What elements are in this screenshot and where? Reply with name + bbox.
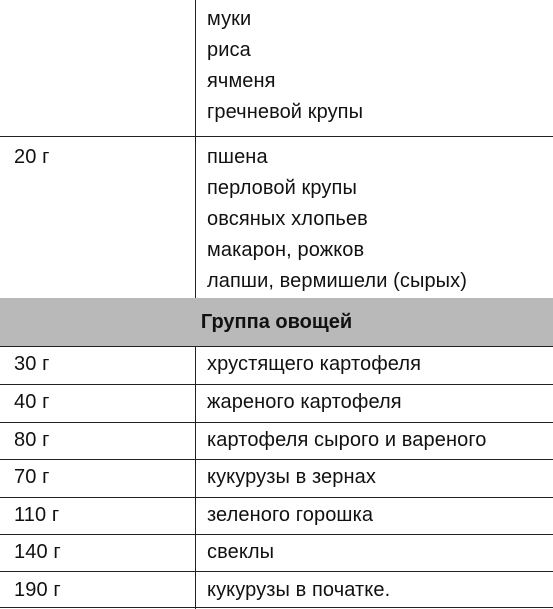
name-cell (195, 462, 553, 493)
name-cell (195, 387, 553, 418)
row-divider (0, 607, 553, 608)
amount-text: 110 г (14, 504, 60, 526)
row-divider (0, 459, 553, 460)
amount-cell (0, 537, 195, 568)
item-text: хрустящего картофеля (207, 353, 422, 375)
items-cell (195, 4, 553, 134)
item-text: кукурузы в початке. (207, 579, 391, 601)
vegetable-row (0, 537, 553, 568)
vegetable-row (0, 387, 553, 418)
item-text: лапши, вермишели (сырых) (207, 270, 468, 292)
item-text: перловой крупы (207, 177, 357, 199)
amount-cell (0, 349, 195, 380)
row-divider (0, 136, 553, 137)
grain-row-1 (0, 4, 553, 134)
name-cell (195, 349, 553, 380)
vegetable-row (0, 462, 553, 493)
amount-text: 40 г (14, 391, 50, 413)
item-text: кукурузы в зернах (207, 466, 376, 488)
item-text: макарон, рожков (207, 239, 365, 261)
item-text: зеленого горошка (207, 504, 374, 526)
item-text: пшена (207, 146, 268, 168)
item-text: картофеля сырого и вареного (207, 429, 487, 451)
item-text: муки (207, 8, 252, 30)
amount-text: 80 г (14, 429, 50, 451)
group-header-vegetables: Группа овощей (0, 298, 553, 346)
name-cell (195, 537, 553, 568)
amount-cell (0, 500, 195, 531)
row-divider (0, 346, 553, 347)
row-divider (0, 422, 553, 423)
item-text: овсяных хлопьев (207, 208, 368, 230)
amount-text: 140 г (14, 541, 61, 563)
amount-cell (0, 425, 195, 456)
amount-text: 20 г (14, 146, 50, 168)
item-text: ячменя (207, 70, 276, 92)
vegetable-row (0, 500, 553, 531)
row-divider (0, 571, 553, 572)
amount-cell (0, 387, 195, 418)
amount-cell (0, 575, 195, 606)
vegetable-row (0, 349, 553, 380)
amount-cell (0, 4, 195, 134)
vegetable-row (0, 575, 553, 606)
vegetable-row (0, 425, 553, 456)
item-text: риса (207, 39, 251, 61)
item-text: гречневой крупы (207, 101, 364, 123)
items-cell (195, 142, 553, 297)
item-text: жареного картофеля (207, 391, 402, 413)
amount-text: 30 г (14, 353, 50, 375)
amount-cell (0, 462, 195, 493)
name-cell (195, 425, 553, 456)
item-text: свеклы (207, 541, 275, 563)
row-divider (0, 534, 553, 535)
amount-text: 70 г (14, 466, 50, 488)
name-cell (195, 575, 553, 606)
name-cell (195, 500, 553, 531)
amount-cell (0, 142, 195, 297)
grain-row-2 (0, 142, 553, 297)
row-divider (0, 384, 553, 385)
amount-text: 190 г (14, 579, 61, 601)
row-divider (0, 497, 553, 498)
